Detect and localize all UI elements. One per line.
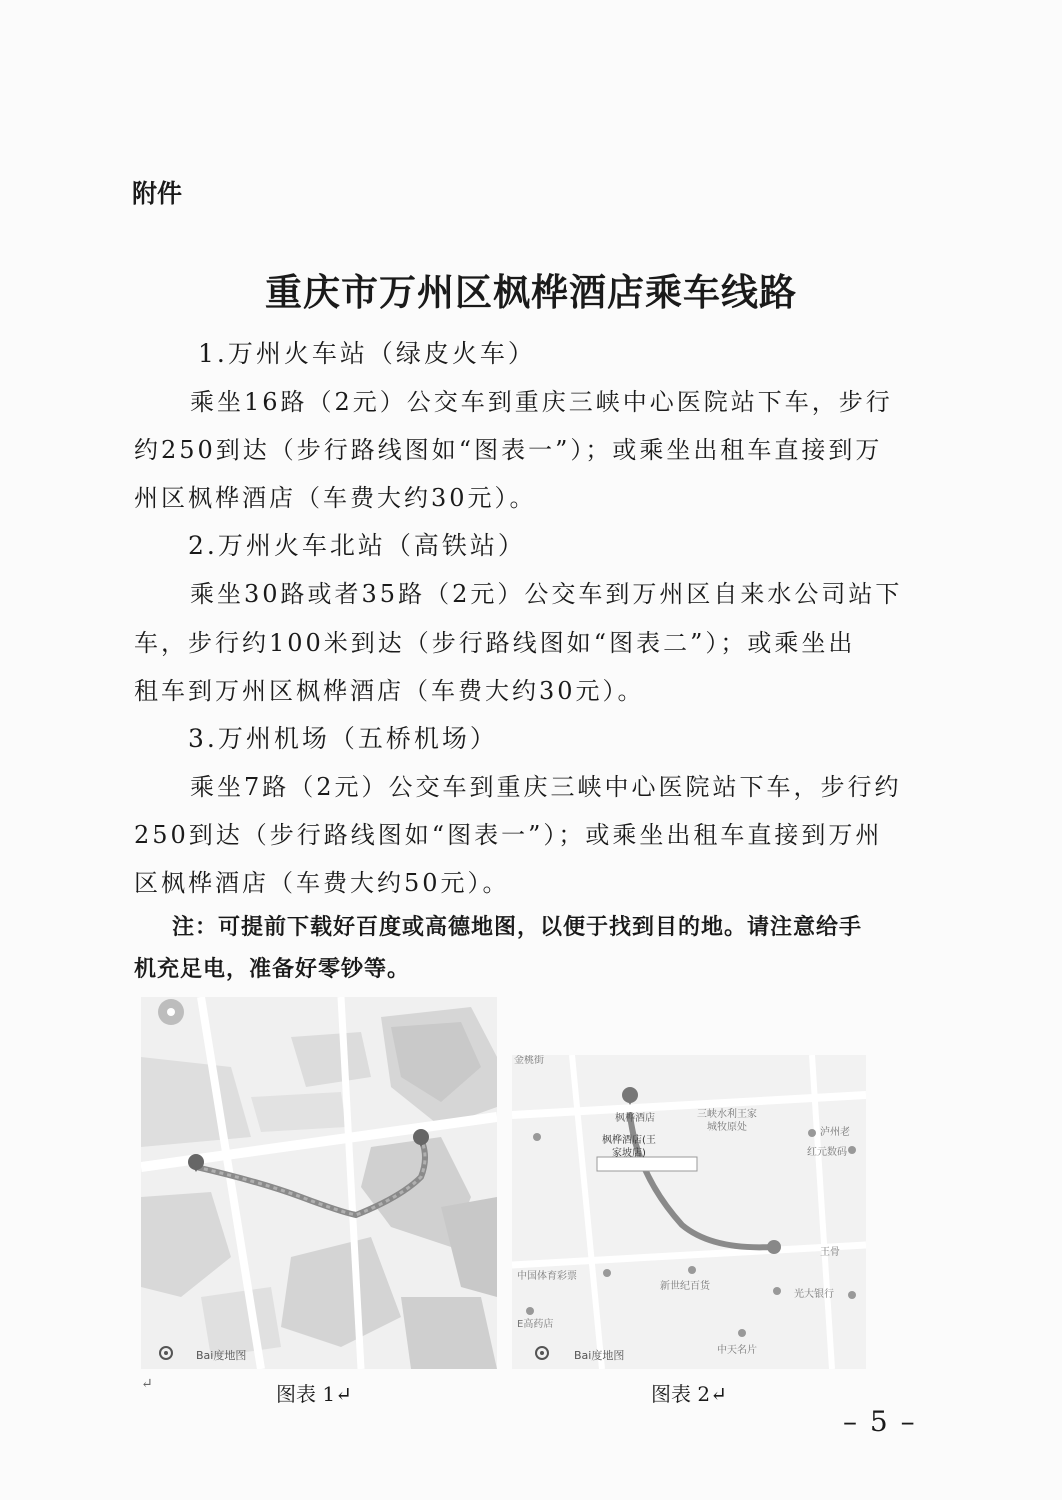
map-2-label-gaoyao: E高药店 — [517, 1319, 554, 1330]
page-number: – 5 – — [843, 1405, 917, 1438]
section-1-line-1: 乘坐16路（2元）公交车到重庆三峡中心医院站下车，步行 — [190, 388, 893, 416]
section-3-line-1: 乘坐7路（2元）公交车到重庆三峡中心医院站下车，步行约 — [190, 773, 902, 801]
map-2-label-sanxia-2: 城牧原处 — [707, 1122, 747, 1133]
section-2-line-2: 车，步行约100米到达（步行路线图如“图表二”）；或乘坐出 — [134, 629, 856, 657]
figure-2-caption: 图表 2↵ — [651, 1382, 727, 1406]
attachment-label: 附件 — [132, 179, 183, 208]
route-map-1 — [141, 997, 497, 1369]
map-1-brand: Bai度地图 — [196, 1349, 247, 1362]
map-2-label-hotel: 枫桦酒店 — [615, 1113, 655, 1124]
map-2-label-xinshiji: 新世纪百货 — [660, 1281, 710, 1292]
map-2-label-wangu: 王骨 — [820, 1247, 840, 1258]
route-map-2 — [512, 1055, 866, 1369]
section-3-heading: 3.万州机场（五桥机场） — [188, 724, 498, 753]
map-2-label-hotel-branch-2: 家坡店) — [612, 1148, 646, 1159]
map-2-label-top: 金桃街 — [514, 1055, 544, 1066]
map-2-label-zhongtian: 中天名片 — [717, 1345, 757, 1356]
return-mark: ↵ — [141, 1376, 153, 1392]
section-2-heading: 2.万州火车北站（高铁站） — [188, 531, 526, 560]
figure-1-caption: 图表 1↵ — [276, 1382, 352, 1406]
note-line-1: 注：可提前下载好百度或高德地图，以便于找到目的地。请注意给手 — [172, 915, 863, 940]
section-2-line-3: 租车到万州区枫桦酒店（车费大约30元）。 — [134, 677, 645, 705]
map-2-label-sanxia: 三峡水利王家 — [697, 1109, 757, 1120]
section-1-line-2: 约250到达（步行路线图如“图表一”）；或乘坐出租车直接到万 — [134, 436, 883, 464]
map-2-label-hotel-branch: 枫桦酒店(王 — [602, 1135, 656, 1146]
section-3-line-2: 250到达（步行路线图如“图表一”）；或乘坐出租车直接到万州 — [134, 821, 883, 849]
section-1-line-3: 州区枫桦酒店（车费大约30元）。 — [134, 484, 537, 512]
section-2-line-1: 乘坐30路或者35路（2元）公交车到万州区自来水公司站下 — [190, 580, 903, 608]
map-2-label-hongyuan: 红元数码 — [807, 1147, 847, 1158]
page-title: 重庆市万州区枫桦酒店乘车线路 — [265, 270, 797, 314]
map-2-label-guangda: 光大银行 — [794, 1289, 834, 1300]
section-3-line-3: 区枫桦酒店（车费大约50元）。 — [134, 869, 510, 897]
map-2-label-luzhou: 泸州老 — [820, 1127, 850, 1138]
section-1-heading: 1.万州火车站（绿皮火车） — [198, 339, 536, 368]
map-2-brand: Bai度地图 — [574, 1349, 625, 1362]
note-line-2: 机充足电，准备好零钞等。 — [134, 957, 411, 982]
map-2-label-tiyu: 中国体育彩票 — [517, 1271, 577, 1282]
